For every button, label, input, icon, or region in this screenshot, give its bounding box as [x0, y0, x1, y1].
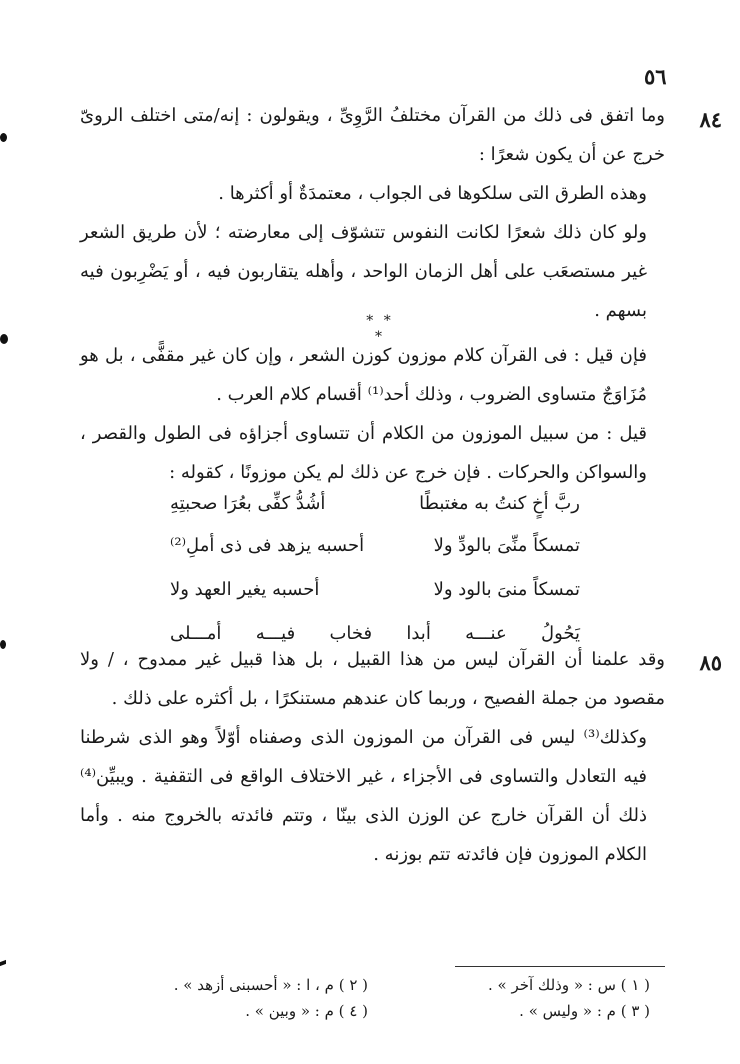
- paragraph: قيل : من سبيل الموزون من الكلام أن تتساوى أجزاؤه فى الطول والقصر ، والسواكن والحركات . فإن خرج عن ذلك لم يكن موزونًا ، كقوله :: [80, 423, 647, 483]
- footnote: ( ٢ ) م ، ا : « أحسبنى أزهد » .: [173, 976, 368, 994]
- page-number: ٥٦: [644, 64, 667, 89]
- hemistich: تمسكاً منِّىَ بالودِّ ولا: [433, 535, 580, 556]
- scan-mark: [0, 640, 6, 649]
- section-separator: * * *: [366, 313, 394, 345]
- paragraph: وكذلك⁽³⁾ ليس فى القرآن من الموزون الذى وصفناه أوّلاً وهو الذى شرطنا فيه التعادل والتساوى فى الأجزاء ، غير الاختلاف الواقع فى التقفية . ويبيِّن⁽⁴⁾ ذلك أن القرآن خارج عن الوزن الذى بينّا ، وتتم فائدته بالخروج منه . وأما الكلام الموزون فإن فائدته تتم بوزنه .: [80, 727, 647, 865]
- paragraph: وقد علمنا أن القرآن ليس من هذا القبيل ، بل هذا قبيل غير ممدوح ، / ولا مقصود من جملة الفصيح ، وربما كان عندهم مستنكرًا ، بل أكثره على ذلك .: [80, 649, 665, 709]
- paragraph: وهذه الطرق التى سلكوها فى الجواب ، معتمدَةٌ أو أكثرها .: [218, 183, 647, 204]
- footnote: ( ١ ) س : « وذلك آخر » .: [487, 976, 650, 994]
- verse-word: فخاب: [329, 623, 373, 644]
- scan-mark: [0, 960, 6, 966]
- verse-word: أبدا: [406, 623, 431, 644]
- verse-word: يَحُولُ: [540, 623, 580, 644]
- verse-line: [170, 526, 580, 566]
- hemistich: أحسبه يزهد فى ذى أملِ⁽²⁾: [170, 535, 365, 556]
- footnote: ( ٣ ) م : « وليس » .: [519, 1002, 650, 1020]
- scan-mark: [0, 334, 8, 344]
- verse-word: فيـــه: [255, 623, 296, 644]
- paragraph: ولو كان ذلك شعرًا لكانت النفوس تتشوّف إلى معارضته ؛ لأن طريق الشعر غير مستصعَب على أهل الزمان الواحد ، وأهله يتقاربون فيه ، أو يَضْرِبون فيه بسهم .: [80, 222, 647, 321]
- section-number-84: ٨٤: [699, 107, 722, 132]
- verse-word: أمـــلى: [170, 623, 222, 644]
- footnote-rule: [455, 966, 665, 967]
- paragraph: فإن قيل : فى القرآن كلام موزون كوزن الشعر ، وإن كان غير مقفًّى ، بل هو مُزَاوَجٌ متساوى الضروب ، وذلك أحد⁽¹⁾ أقسام كلام العرب .: [80, 345, 647, 405]
- hemistich: ربَّ أخٍ كنتُ به مغتبطًا: [419, 493, 580, 514]
- hemistich: تمسكاً منىَ بالود ولا: [433, 579, 580, 600]
- text-block-1: [80, 96, 665, 330]
- text-block-3: [80, 640, 665, 874]
- paragraph: وما اتفق فى ذلك من القرآن مختلفُ الرَّوِىِّ ، ويقولون : إنه/متى اختلف الروىّ خرج عن أن يكون شعرًا :: [80, 105, 665, 165]
- hemistich: أحسبه يغير العهد ولا: [170, 579, 320, 600]
- verse-line: [170, 570, 580, 610]
- scan-mark: [0, 133, 7, 142]
- verse-word: عنـــه: [465, 623, 507, 644]
- section-number-85: ٨٥: [699, 650, 722, 675]
- hemistich: أشُدُّ كفِّى بعُرَا صحبتِهِ: [170, 493, 326, 514]
- verse-line: [170, 484, 580, 524]
- footnote: ( ٤ ) م : « وبين » .: [245, 1002, 368, 1020]
- text-block-2: [80, 336, 665, 492]
- poem-verses: [170, 484, 580, 654]
